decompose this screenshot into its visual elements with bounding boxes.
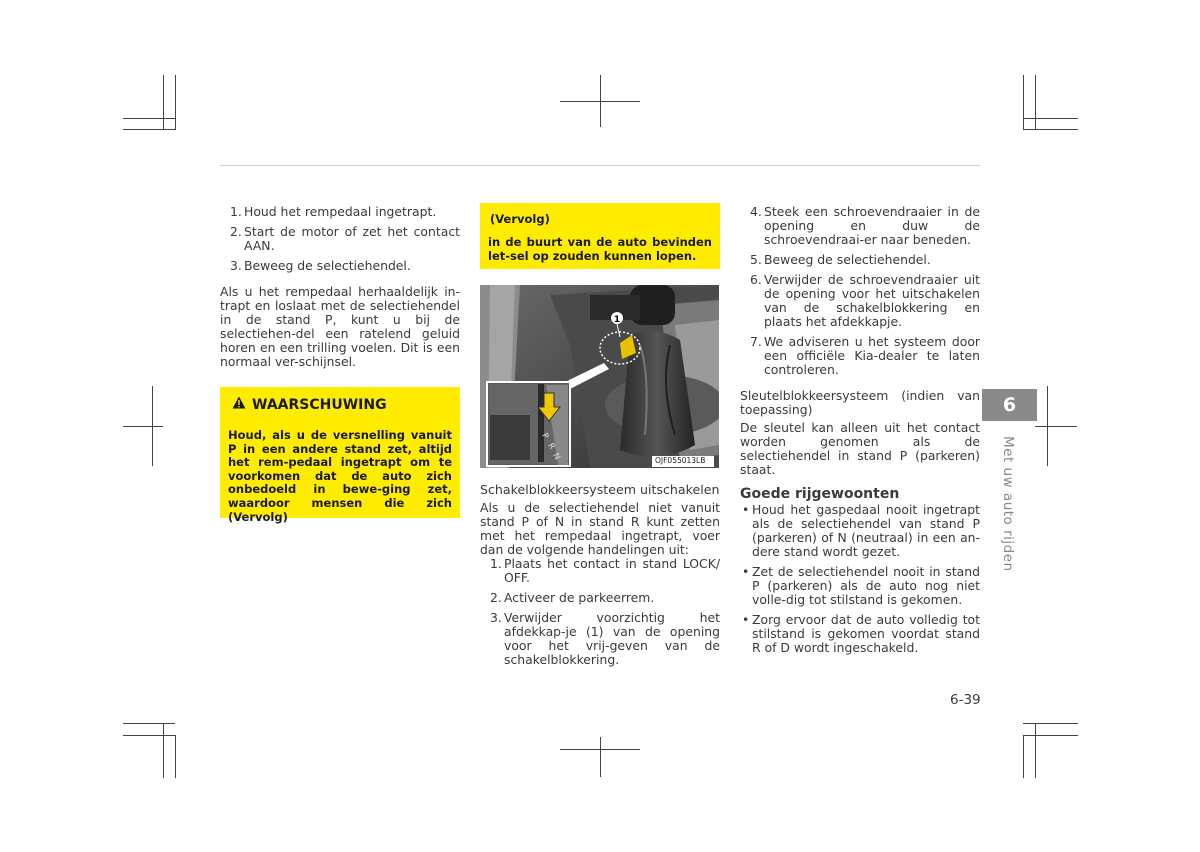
- svg-text:N: N: [551, 451, 563, 462]
- svg-text:R: R: [546, 441, 557, 451]
- shift-lock-release-intro: Als u de selectiehendel niet vanuit stand P of N in stand R kunt zetten met het rempedaal ingetrapt, voer dan de volgende handelingen uit:: [480, 500, 720, 557]
- list-item: • Houd het gaspedaal nooit ingetrapt als de selectiehendel van stand P (parkeren) of N (neutraal) in een an-dere stand wordt gezet.: [742, 502, 980, 559]
- rattle-paragraph: Als u het rempedaal herhaaldelijk in-trapt en loslaat met de selectiehendel in de stand P, kunt u bij de selectiehen-del een ratelend geluid horen en een trilling voelen. Dit is een normaal ver-schijnsel.: [220, 284, 460, 369]
- warning-triangle-icon: [232, 396, 246, 413]
- list-item: 1. Plaats het contact in stand LOCK/ OFF.: [490, 556, 720, 585]
- gear-shift-illustration: [480, 285, 719, 468]
- list-item: 2. Start de motor of zet het contact AAN.: [230, 224, 460, 253]
- header-rule: [220, 165, 980, 166]
- chapter-title: Met uw auto rijden: [1000, 436, 1016, 572]
- key-lock-text: De sleutel kan alleen uit het contact worden genomen als de selectiehendel in stand P (parkeren) staat.: [740, 420, 980, 477]
- list-item: 6. Verwijder de schroevendraaier uit de opening voor het uitschakelen van de schakelblokkering en plaats het afdekkapje.: [750, 272, 980, 329]
- shift-lock-steps-continued: [740, 205, 980, 377]
- right-column: [740, 205, 980, 661]
- continued-text: in de buurt van de auto bevinden let-sel op zouden kunnen lopen.: [488, 235, 712, 263]
- left-column: [220, 205, 460, 369]
- key-lock-title: Sleutelblokkeersysteem (indien van toepassing): [740, 388, 980, 417]
- list-item: • Zorg ervoor dat de auto volledig tot stilstand is gekomen voordat stand R of D wordt ingeschakeld.: [742, 612, 980, 655]
- warning-text: Houd, als u de versnelling vanuit P in een andere stand zet, altijd het rem-pedaal ingetrapt om te voorkomen dat de auto zich onbedoeld in bewe-ging zet, waardoor mensen die zich (Vervolg): [228, 428, 452, 524]
- shift-lock-steps-list: [480, 557, 720, 667]
- good-habits-title: Goede rijgewoonten: [740, 486, 900, 502]
- svg-text:P: P: [540, 431, 551, 441]
- list-item: 3. Verwijder voorzichtig het afdekkap-je (1) van de opening voor het vrij-geven van de schakelblokkering.: [490, 610, 720, 667]
- continued-box: [480, 203, 720, 269]
- list-item: • Zet de selectiehendel nooit in stand P (parkeren) als de auto nog niet volle-dig tot stilstand is gekomen.: [742, 564, 980, 607]
- list-item: 3. Beweeg de selectiehendel.: [230, 258, 411, 273]
- list-item: 1. Houd het rempedaal ingetrapt.: [230, 204, 437, 219]
- list-item: 2. Activeer de parkeerrem.: [490, 590, 655, 605]
- chapter-tab: 6: [982, 389, 1037, 421]
- gear-shift-figure: [480, 285, 719, 468]
- list-item: 7. We adviseren u het systeem door een officiële Kia-dealer te laten controleren.: [750, 334, 980, 377]
- figure-caption-code: OJF055013LB: [655, 456, 706, 465]
- start-steps-list: [220, 205, 460, 273]
- middle-column: [480, 483, 720, 673]
- list-item: 5. Beweeg de selectiehendel.: [750, 252, 931, 267]
- continued-heading: (Vervolg): [490, 212, 550, 226]
- good-habits-list: [740, 503, 980, 655]
- shift-lock-release-title: Schakelblokkeersysteem uitschakelen: [480, 482, 720, 497]
- warning-box: [220, 387, 460, 524]
- list-item: 4. Steek een schroevendraaier in de opening en duw de schroevendraai-er naar beneden.: [750, 204, 980, 247]
- page-number: 6-39: [950, 692, 981, 708]
- callout-number-label: 1: [613, 315, 621, 325]
- warning-heading: WAARSCHUWING: [232, 396, 387, 413]
